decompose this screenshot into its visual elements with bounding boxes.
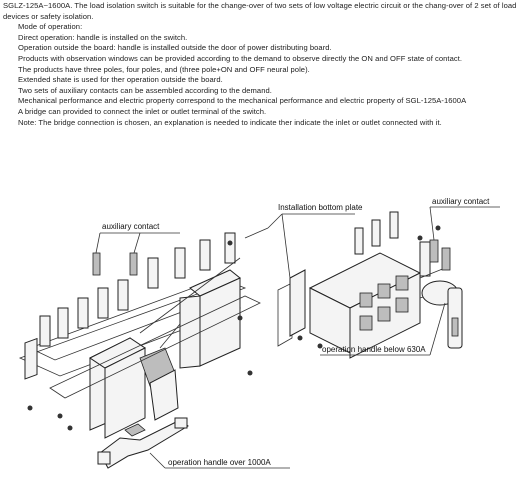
- paragraph-poles: The products have three poles, four poles, and (three pole+ON and OFF neural pole).: [18, 64, 310, 74]
- label-handle-over-1000a: operation handle over 1000A: [168, 458, 271, 467]
- paragraph-outside: Operation outside the board: handle is installed outside the door of power distributing board.: [18, 43, 332, 53]
- label-installation-plate: Installation bottom plate: [278, 203, 363, 212]
- paragraph-direct: Direct operation: handle is installed on the switch.: [18, 32, 188, 42]
- diagram-labels: [96, 198, 500, 468]
- paragraph-mode: Mode of operation:: [18, 22, 83, 32]
- label-aux-contact-right: auxiliary contact: [432, 198, 490, 206]
- right-switch-assembly: [278, 212, 462, 358]
- paragraph-bridge: A bridge can provided to connect the inlet or outlet terminal of the switch.: [18, 106, 267, 116]
- description-text: [3, 1, 529, 128]
- paragraph-note: Note: The bridge connection is chosen, an explanation is needed to indicate ther indicate the inlet or outlet connected with it.: [18, 117, 442, 127]
- left-switch-assembly: [20, 233, 260, 438]
- label-aux-contact-left: auxiliary contact: [102, 222, 160, 231]
- switch-diagram: [0, 198, 532, 487]
- paragraph-shaft: Extended shate is used for ther operation outside the board.: [18, 75, 223, 85]
- paragraph-performance: Mechanical performance and electric property correspond to the mechanical performance and electric property of SGL-125A-1600A: [18, 96, 467, 106]
- paragraph-intro: SGLZ-125A~1600A. The load isolation switch is suitable for the change-over of two sets of low voltage electric circuit or the chang-over of 2 set of load devices or safety isolation.: [3, 1, 517, 21]
- paragraph-aux: Two sets of auxiliary contacts can be assembled according to the demand.: [18, 85, 272, 95]
- paragraph-windows: Products with observation windows can be provided according to the demand to observe directly the ON and OFF state of contact.: [18, 53, 463, 63]
- label-handle-below-630a: operation handle below 630A: [322, 345, 426, 354]
